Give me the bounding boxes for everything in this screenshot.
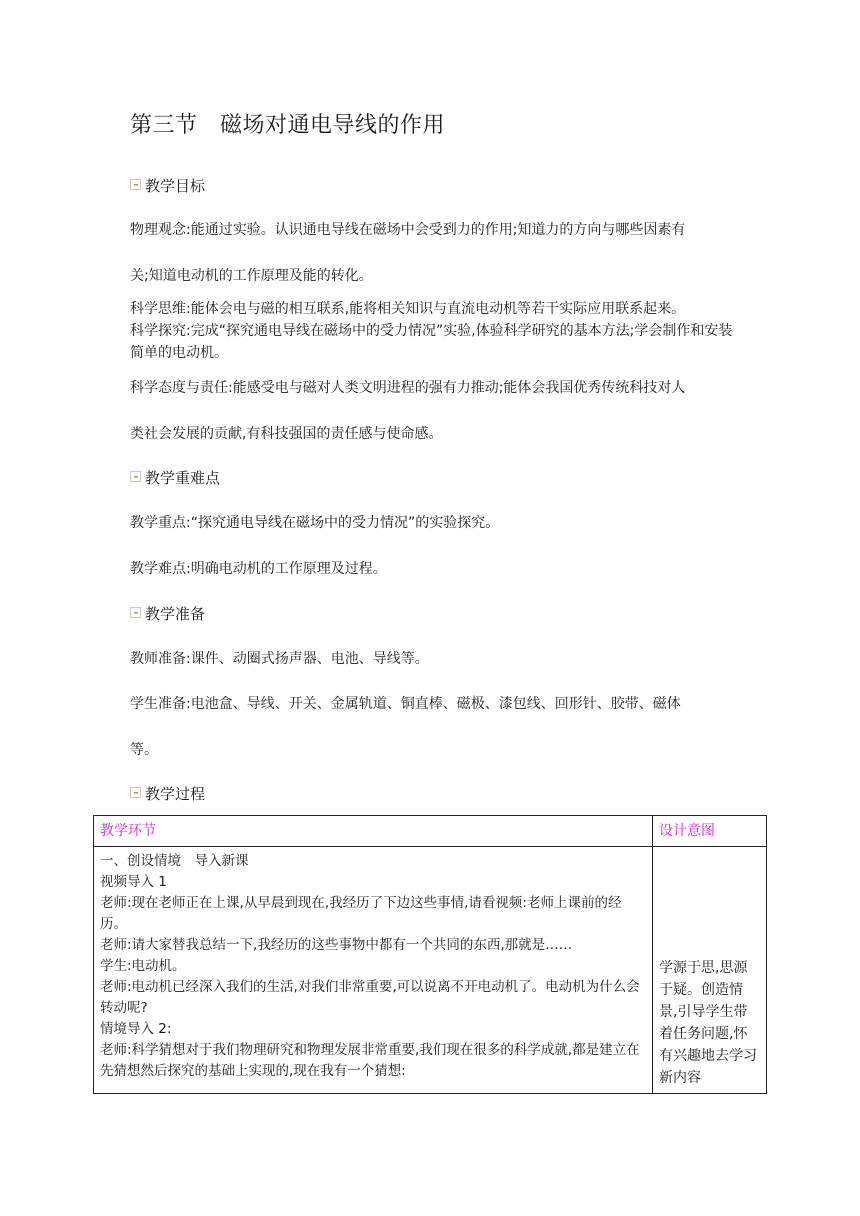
goal-thinking: 科学思维:能体会电与磁的相互联系,能将相关知识与直流电动机等若干实际应用联系起来。 [130,301,686,317]
process-table [93,815,767,1094]
cell-line: 老师:科学猜想对于我们物理研究和物理发展非常重要,我们现在很多的科学成就,都是建立在先猜想然后探究的基础上实现的,现在我有一个猜想: [100,1042,640,1079]
difficult-point: 教学难点:明确电动机的工作原理及过程。 [130,561,387,577]
cell-line: 老师:电动机已经深入我们的生活,对我们非常重要,可以说离不开电动机了。电动机为什么会转动呢? [100,979,640,1016]
prep-student-line1: 学生准备:电池盒、导线、开关、金属轨道、铜直棒、磁极、漆包线、回形针、胶带、磁体 [130,696,681,712]
goal-physics-line1: 物理观念:能通过实验。认识通电导线在磁场中会受到力的作用;知道力的方向与哪些因素有 [130,222,686,238]
section-marker-icon [130,607,141,618]
cell-line: 情境导入 2: [100,1021,172,1037]
header-design-intent: 设计意图 [653,816,767,847]
cell-line: 一、创设情境 导入新课 [100,853,249,869]
section-heading-keypoints: 教学重难点 [130,467,220,488]
key-point: 教学重点:“探究通电导线在磁场中的受力情况”的实验探究。 [130,515,500,531]
section-marker-icon [130,787,141,798]
section-marker-icon [130,179,141,190]
goal-physics-line2: 关;知道电动机的工作原理及能的转化。 [130,268,373,284]
prep-student-line2: 等。 [130,742,158,758]
goal-attitude-line1: 科学态度与责任:能感受电与磁对人类文明进程的强有力推动;能体会我国优秀传统科技对人 [130,380,686,396]
section-heading-process: 教学过程 [130,783,205,804]
table-row [94,847,767,1094]
section-heading-prep: 教学准备 [130,603,205,624]
header-teaching-step: 教学环节 [94,816,653,847]
page-title: 第三节 磁场对通电导线的作用 [130,113,446,138]
cell-line: 老师:现在老师正在上课,从早晨到现在,我经历了下边这些事情,请看视频:老师上课前的经历。 [100,895,622,932]
table-header-row [94,816,767,847]
goal-inquiry: 科学探究:完成“探究通电导线在磁场中的受力情况”实验,体验科学研究的基本方法;学会制作和安装简单的电动机。 [130,323,733,361]
cell-line: 学生:电动机。 [100,958,186,974]
design-intent-cell: 学源于思,思源于疑。创造情景,引导学生带着任务问题,怀有兴趣地去学习新内容 [653,847,767,1094]
teaching-step-cell [94,847,653,1094]
section-heading-goals: 教学目标 [130,175,205,196]
cell-line: 视频导入 1 [100,874,167,890]
section-marker-icon [130,471,141,482]
prep-teacher: 教师准备:课件、动圈式扬声器、电池、导线等。 [130,651,429,667]
goal-attitude-line2: 类社会发展的贡献,有科技强国的责任感与使命感。 [130,426,443,442]
cell-line: 老师:请大家替我总结一下,我经历的这些事物中都有一个共同的东西,那就是…… [100,937,573,953]
